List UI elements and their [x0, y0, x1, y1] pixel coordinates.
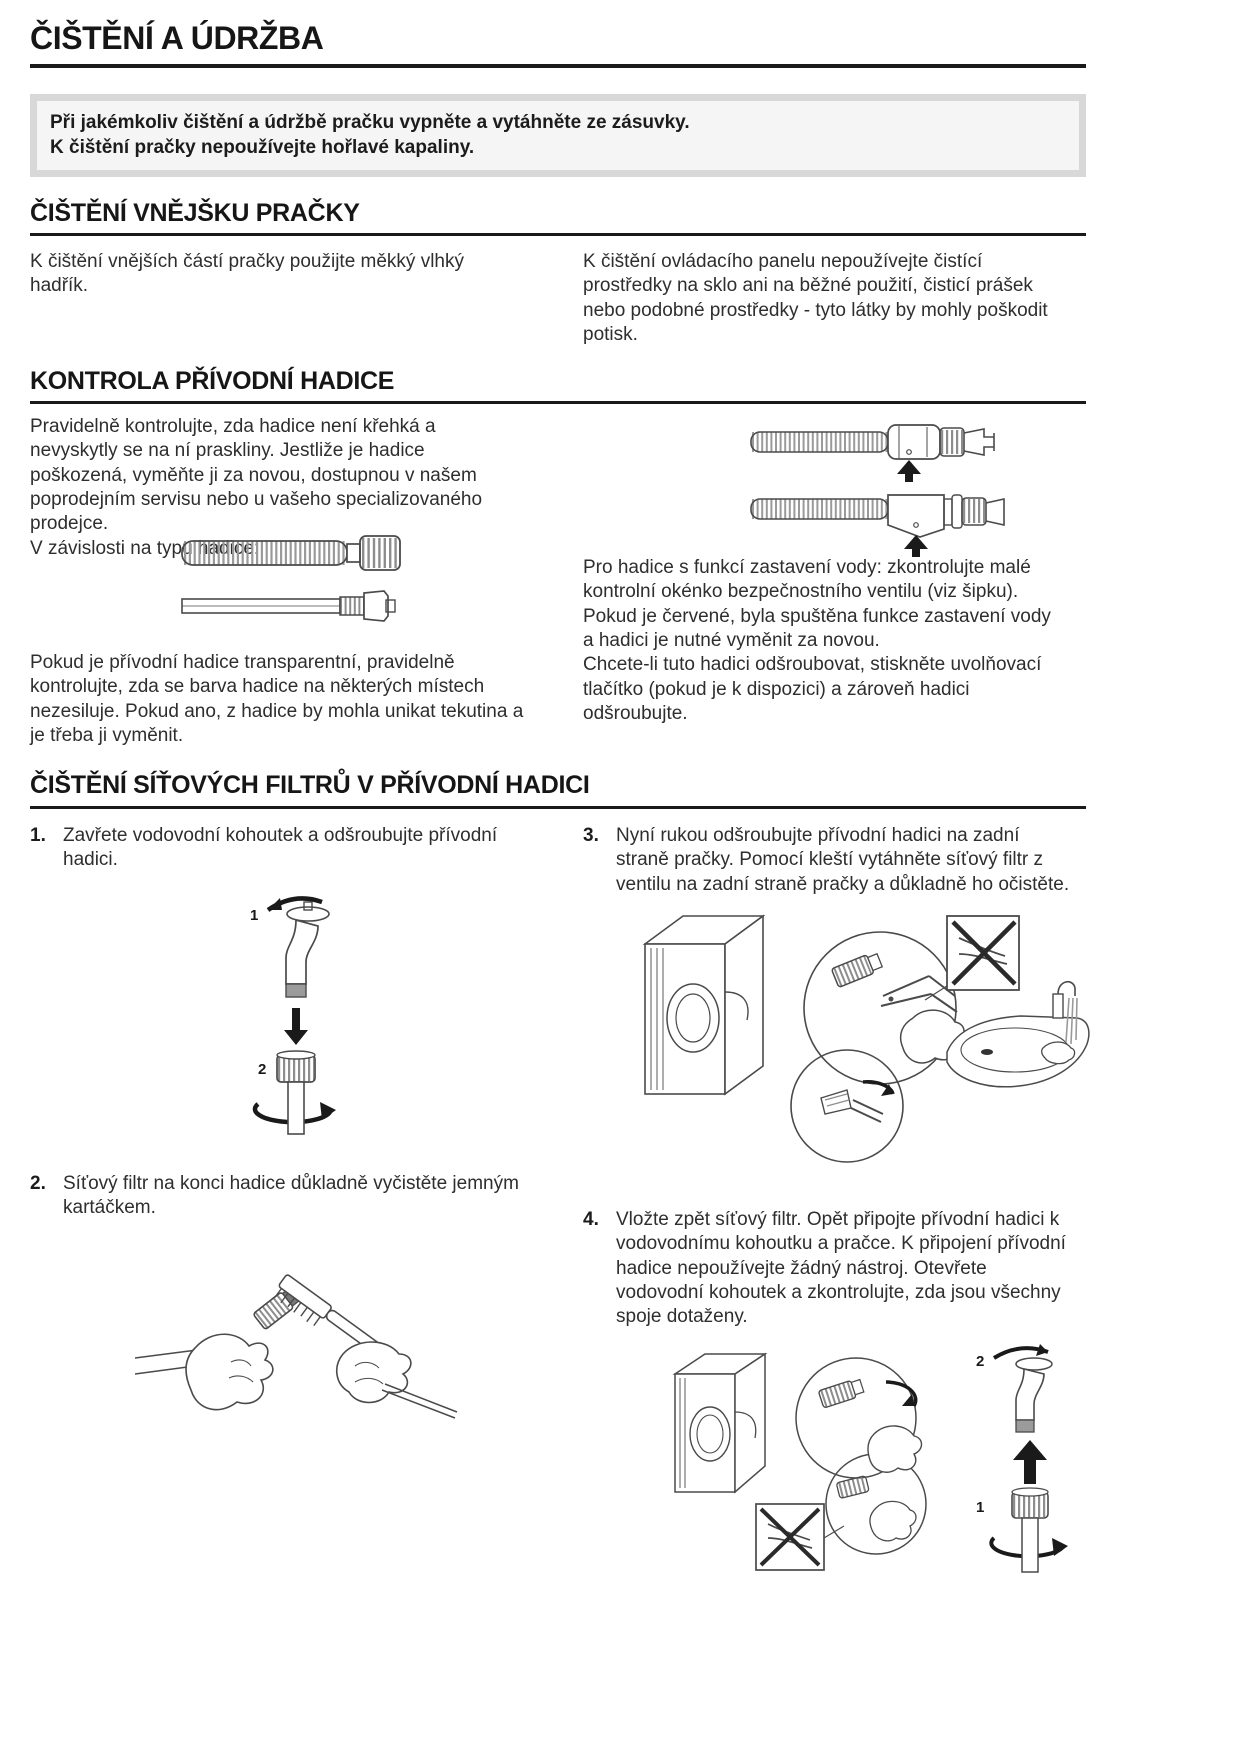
tap-body: [286, 920, 318, 984]
up-arrow-icon: [1013, 1440, 1047, 1484]
corrugated-hose-figure: [178, 531, 405, 575]
section-heading-hose-check: KONTROLA PŘÍVODNÍ HADICE: [30, 367, 395, 395]
hose-elbow-fitting: [364, 591, 388, 621]
smooth-hose-figure: [178, 588, 405, 624]
sink: [947, 982, 1089, 1087]
up-arrow-icon: [904, 535, 928, 557]
left-hand: [186, 1334, 273, 1409]
step-4-figure-reattach-hose: [660, 1342, 1100, 1582]
no-pliers-box: [925, 916, 1019, 1000]
hose-nut: [1012, 1488, 1048, 1518]
step4-marker-2: 2: [976, 1353, 985, 1370]
step-2-text: Síťový filtr na konci hadice důkladně vyčistěte jemným kartáčkem.: [63, 1173, 519, 1219]
step-3-text: Nyní rukou odšroubujte přívodní hadici na zadní straně pračky. Pomocí kleští vytáhněte síťový filtr z ventilu na zadní straně pračky a důkladně ho očistěte.: [616, 825, 1070, 895]
hose-end: [831, 951, 883, 988]
up-arrow-icon: [897, 460, 921, 482]
curved-arrow-icon: [994, 1344, 1048, 1358]
drain-hole: [981, 1049, 993, 1055]
step-2-number: 2.: [30, 1173, 46, 1194]
section-rule-hose-check: [30, 401, 1086, 404]
step-1-text: Zavřete vodovodní kohoutek a odšroubujte přívodní hadici.: [63, 825, 498, 871]
down-arrow-icon: [284, 1008, 308, 1045]
section-heading-filter-cleaning: ČIŠTĚNÍ SÍŤOVÝCH FILTRŮ V PŘÍVODNÍ HADICI: [30, 771, 590, 799]
hose-end-lower: [836, 1476, 869, 1499]
sink-faucet: [1053, 994, 1063, 1018]
section-rule-filter-cleaning: [30, 806, 1086, 809]
water-stop-hose-figure-1: [748, 420, 1028, 482]
hose-nut: [277, 1051, 315, 1082]
right-hand: [337, 1342, 411, 1403]
hose-check-right-p2: Chcete-li tuto hadici odšroubovat, stiskněte uvolňovací tlačítko (pokud je k dispozici) a zároveň hadici odšroubujte.: [583, 654, 1042, 724]
hose-pipe: [288, 1082, 304, 1134]
safety-valve-body: [888, 495, 944, 537]
water-stop-hose-figure-2: [748, 487, 1038, 559]
step1-marker-2: 2: [258, 1061, 267, 1078]
safety-notice-line1: Při jakémkoliv čištění a údržbě pračku vypněte a vytáhněte ze zásuvky.: [50, 112, 690, 133]
step-4-number: 4.: [583, 1209, 599, 1230]
tap-threaded-tip: [286, 984, 306, 997]
exterior-cleaning-left-text: K čištění vnějších částí pračky použijte měkký vlhký hadřík.: [30, 251, 464, 297]
tap-reconnect-group: [976, 1344, 1068, 1572]
step-1-number: 1.: [30, 825, 46, 846]
safety-valve-body: [888, 425, 940, 459]
page-title: ČIŠTĚNÍ A ÚDRŽBA: [30, 20, 324, 56]
step-1-figure-tap-unscrew: [222, 888, 372, 1138]
step-1: [30, 824, 522, 873]
step-4-text: Vložte zpět síťový filtr. Opět připojte přívodní hadici k vodovodnímu kohoutku a pračce. K připojení přívodní hadice nepoužívejte žádný nástroj. Otevřete vodovodní kohoutek a zkontrolujte, zda jsou všechny spoje dotaženy.: [616, 1209, 1066, 1328]
hose-check-right-block: [583, 556, 1065, 726]
hose-check-right-p1: Pro hadice s funkcí zastavení vody: zkontrolujte malé kontrolní okénko bezpečnostního ventilu (viz šipku). Pokud je červené, byla spuštěna funkce zastavení vody a hadici je nutné vyměnit za novou.: [583, 557, 1051, 651]
filter-pull-detail: [821, 1082, 893, 1122]
step1-marker-1: 1: [250, 907, 259, 924]
no-pliers-box: [756, 1504, 844, 1570]
step-2: [30, 1172, 522, 1221]
step-2-figure-brush-filter: [135, 1262, 465, 1447]
tap-handle: [1016, 1358, 1052, 1370]
section-heading-exterior-cleaning: ČIŠTĚNÍ VNĚJŠKU PRAČKY: [30, 199, 360, 227]
hose-pipe: [1022, 1518, 1038, 1572]
hose-check-left-p2: V závislosti na typu hadice:: [30, 537, 260, 559]
tap-threaded-tip: [1016, 1420, 1034, 1432]
tap-handle: [287, 902, 329, 921]
section-rule-exterior: [30, 233, 1086, 236]
safety-notice-box: [30, 94, 1086, 177]
washing-machine: [675, 1354, 765, 1492]
hand-lower: [870, 1501, 916, 1540]
step-3: [583, 824, 1073, 897]
hose-check-left-p1: Pravidelně kontrolujte, zda hadice není křehká a nevyskytly se na ní praskliny. Jestliže je hadice poškozená, vyměňte ji za novou, dostupnou v našem poprodejním servisu nebo u vašeho specializovaného prodejce.: [30, 416, 483, 535]
hose-check-left-p3: Pokud je přívodní hadice transparentní, pravidelně kontrolujte, zda se barva hadice na některých místech nezesiluje. Pokud ano, z hadice by mohla unikat tekutina a je třeba ji vyměnit.: [30, 652, 524, 746]
step-4: [583, 1208, 1073, 1330]
pliers: [881, 976, 957, 1012]
exterior-cleaning-right-text: K čištění ovládacího panelu nepoužívejte čistící prostředky na sklo ani na běžné použití, čisticí prášek nebo podobné prostředky - tyto látky by mohly poškodit potisk.: [583, 251, 1048, 345]
safety-notice-line2: K čištění pračky nepoužívejte hořlavé kapaliny.: [50, 137, 475, 159]
tap-body: [1016, 1369, 1044, 1420]
title-rule: [30, 64, 1086, 68]
step4-marker-1: 1: [976, 1499, 985, 1516]
leader-line: [824, 1526, 844, 1538]
washing-machine: [645, 916, 763, 1094]
step-3-figure-remove-filter: [625, 900, 1095, 1200]
step-3-number: 3.: [583, 825, 599, 846]
hose-end: [818, 1378, 864, 1408]
